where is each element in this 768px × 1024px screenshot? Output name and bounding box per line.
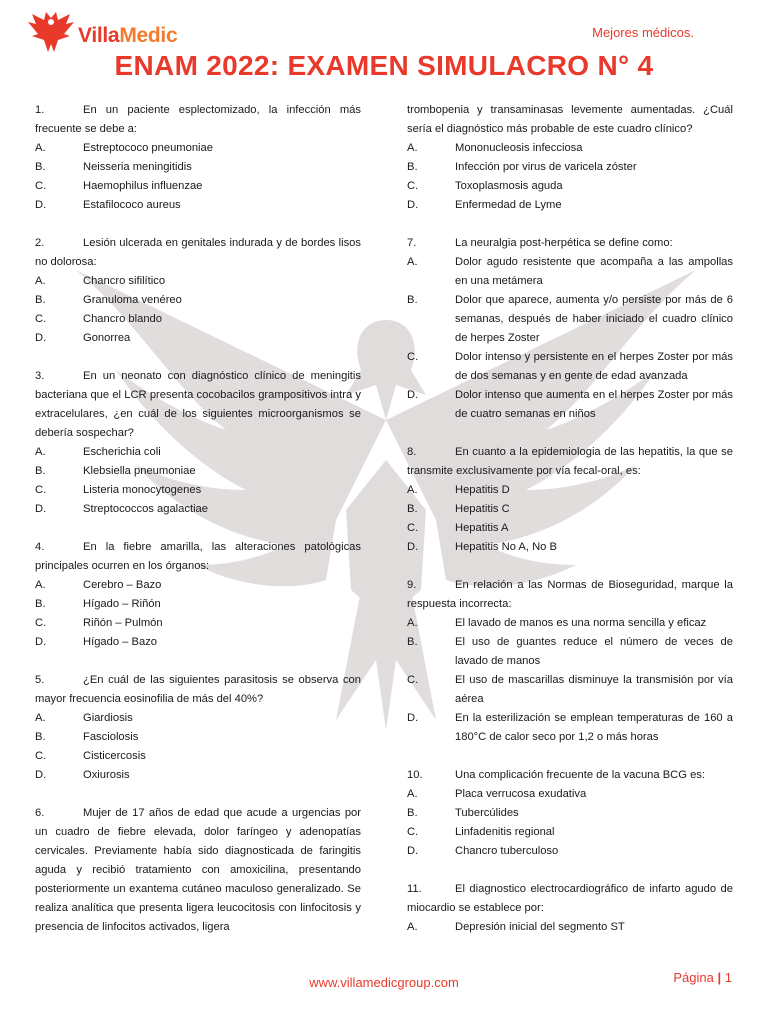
option-text: Estreptococo pneumoniae [83, 142, 213, 154]
option-text: Dolor intenso que aumenta en el herpes Zoster por más de cuatro semanas en niños [455, 389, 733, 420]
option-letter: A. [35, 446, 46, 458]
option-letter: D. [35, 503, 47, 515]
option-text: Haemophilus influenzae [83, 180, 203, 192]
option-text: Hepatitis C [455, 503, 510, 515]
answer-option [35, 310, 361, 329]
option-text: Gonorrea [83, 332, 131, 344]
answer-option [407, 196, 733, 215]
option-text: Hepatitis D [455, 484, 510, 496]
question-number: 8. [407, 446, 417, 458]
question-number: 9. [407, 579, 417, 591]
page-separator: | [717, 970, 722, 985]
answer-option [407, 500, 733, 519]
option-text: Depresión inicial del segmento ST [455, 921, 625, 933]
question-item [35, 671, 361, 785]
answer-option [407, 177, 733, 196]
option-letter: B. [35, 731, 46, 743]
question-stem: En un neonato con diagnóstico clínico de meningitis bacteriana que el LCR presenta cocobacilos grampositivos intra y extracelulares, ¿en cuál de los siguientes microorganismos se debería sospechar? [35, 370, 361, 439]
option-letter: B. [35, 294, 46, 306]
answer-option [407, 671, 733, 709]
question-text [407, 234, 733, 253]
answer-option [407, 386, 733, 424]
question-text [35, 804, 361, 937]
option-letter: C. [35, 617, 47, 629]
option-text: Granuloma venéreo [83, 294, 182, 306]
question-text [35, 538, 361, 576]
answer-option [407, 633, 733, 671]
right-column [407, 101, 733, 956]
answer-option [35, 158, 361, 177]
option-text: Giardiosis [83, 712, 133, 724]
answer-option [35, 481, 361, 500]
answer-option [407, 614, 733, 633]
option-text: En la esterilización se emplean temperaturas de 160 a 180°C de calor seco por 1,2 o más horas [455, 712, 733, 743]
answer-option [35, 576, 361, 595]
option-letter: D. [35, 636, 47, 648]
option-letter: B. [407, 294, 418, 306]
question-item [35, 804, 361, 937]
question-text [35, 101, 361, 139]
option-text: Neisseria meningitidis [83, 161, 192, 173]
page-number [673, 970, 732, 985]
option-text: Hígado – Bazo [83, 636, 158, 648]
option-letter: B. [407, 636, 418, 648]
option-letter: C. [35, 313, 47, 325]
question-stem: En la fiebre amarilla, las alteraciones patológicas principales ocurren en los órganos: [35, 541, 361, 572]
option-text: Infección por virus de varicela zóster [455, 161, 637, 173]
answer-option [35, 633, 361, 652]
question-item [407, 766, 733, 861]
question-item [35, 367, 361, 519]
answer-option [407, 139, 733, 158]
option-text: Placa verrucosa exudativa [455, 788, 587, 800]
option-text: Dolor que aparece, aumenta y/o persiste por más de 6 semanas, después de haber iniciado el cuadro clínico de herpes Zoster [455, 294, 733, 344]
question-number: 1. [35, 104, 45, 116]
option-letter: D. [35, 769, 47, 781]
answer-option [407, 481, 733, 500]
question-text [35, 367, 361, 443]
question-stem: Una complicación frecuente de la vacuna BCG es: [455, 769, 705, 781]
option-text: Linfadenitis regional [455, 826, 555, 838]
option-letter: C. [35, 750, 47, 762]
option-letter: A. [407, 142, 418, 154]
answer-option [35, 500, 361, 519]
option-text: Chancro tuberculoso [455, 845, 559, 857]
answer-option [35, 329, 361, 348]
option-letter: D. [407, 389, 419, 401]
question-stem: El diagnostico electrocardiográfico de infarto agudo de miocardio se establece por: [407, 883, 733, 914]
option-text: Oxiurosis [83, 769, 130, 781]
option-text: Chancro blando [83, 313, 162, 325]
question-text [35, 234, 361, 272]
option-letter: C. [35, 484, 47, 496]
option-letter: A. [407, 484, 418, 496]
villamedic-logo [26, 10, 186, 54]
question-item [407, 101, 733, 215]
answer-option [407, 348, 733, 386]
footer-url[interactable]: www.villamedicgroup.com [309, 975, 459, 990]
option-letter: C. [407, 826, 419, 838]
answer-option [35, 177, 361, 196]
option-letter: A. [407, 788, 418, 800]
question-stem: La neuralgia post-herpética se define como: [455, 237, 673, 249]
answer-option [407, 519, 733, 538]
option-letter: D. [35, 332, 47, 344]
question-number: 4. [35, 541, 45, 553]
option-text: Chancro sifilítico [83, 275, 166, 287]
answer-option [35, 709, 361, 728]
question-stem: En cuanto a la epidemiologia de las hepatitis, la que se transmite exclusivamente por vía fecal-oral, es: [407, 446, 733, 477]
option-letter: B. [407, 161, 418, 173]
question-number: 3. [35, 370, 45, 382]
option-text: Hepatitis A [455, 522, 509, 534]
page-title: ENAM 2022: EXAMEN SIMULACRO N° 4 [114, 50, 654, 81]
option-letter: A. [35, 712, 46, 724]
option-letter: C. [407, 674, 419, 686]
option-letter: A. [407, 617, 418, 629]
answer-option [407, 823, 733, 842]
option-letter: B. [35, 161, 46, 173]
option-text: Escherichia coli [83, 446, 161, 458]
option-letter: B. [407, 807, 418, 819]
answer-option [35, 272, 361, 291]
question-item [407, 234, 733, 424]
answer-option [407, 709, 733, 747]
question-stem: trombopenia y transaminasas levemente aumentadas. ¿Cuál sería el diagnóstico más probable de este cuadro clínico? [407, 104, 733, 135]
answer-option [407, 253, 733, 291]
option-letter: D. [407, 199, 419, 211]
option-text: Klebsiella pneumoniae [83, 465, 196, 477]
option-text: Enfermedad de Lyme [455, 199, 562, 211]
option-text: Tubercúlides [455, 807, 519, 819]
answer-option [407, 804, 733, 823]
eagle-logo-icon [26, 10, 76, 54]
question-number: 7. [407, 237, 417, 249]
option-text: Riñón – Pulmón [83, 617, 163, 629]
option-letter: C. [407, 180, 419, 192]
answer-option [35, 443, 361, 462]
option-text: Dolor agudo resistente que acompaña a las ampollas en una metámera [455, 256, 733, 287]
option-text: Fasciolosis [83, 731, 139, 743]
question-item [35, 101, 361, 215]
option-text: Streptococcos agalactiae [83, 503, 209, 515]
option-letter: B. [407, 503, 418, 515]
option-letter: D. [407, 845, 419, 857]
question-number: 5. [35, 674, 45, 686]
question-text [407, 101, 733, 139]
page-label: Página [673, 970, 714, 985]
answer-option [35, 766, 361, 785]
option-letter: A. [407, 256, 418, 268]
option-letter: B. [35, 465, 46, 477]
option-text: Toxoplasmosis aguda [455, 180, 563, 192]
question-stem: ¿En cuál de las siguientes parasitosis se observa con mayor frecuencia eosinofilia de más del 40%? [35, 674, 361, 705]
slogan: Mejores médicos. [592, 25, 694, 40]
option-letter: A. [407, 921, 418, 933]
answer-option [407, 918, 733, 937]
question-item [407, 880, 733, 937]
option-letter: D. [407, 712, 419, 724]
option-text: Mononucleosis infecciosa [455, 142, 583, 154]
question-text [407, 576, 733, 614]
question-item [35, 234, 361, 348]
question-text [407, 443, 733, 481]
answer-option [407, 538, 733, 557]
option-text: Hígado – Riñón [83, 598, 161, 610]
question-number: 2. [35, 237, 45, 249]
option-letter: C. [35, 180, 47, 192]
question-number: 6. [35, 807, 45, 819]
option-text: El uso de guantes reduce el número de veces de lavado de manos [455, 636, 733, 667]
option-text: El lavado de manos es una norma sencilla y eficaz [455, 617, 707, 629]
answer-option [407, 785, 733, 804]
left-column [35, 101, 361, 956]
answer-option [35, 728, 361, 747]
question-stem: En un paciente esplectomizado, la infección más frecuente se debe a: [35, 104, 361, 135]
question-number: 11. [407, 883, 422, 895]
answer-option [35, 595, 361, 614]
option-letter: A. [35, 275, 46, 287]
answer-option [35, 291, 361, 310]
question-text [35, 671, 361, 709]
question-text [407, 766, 733, 785]
question-item [407, 576, 733, 747]
option-text: Dolor intenso y persistente en el herpes Zoster por más de dos semanas y en gente de edad avanzada [455, 351, 733, 382]
page-number-value: 1 [724, 970, 732, 985]
answer-option [35, 196, 361, 215]
question-item [35, 538, 361, 652]
option-letter: A. [35, 142, 46, 154]
brand-name: VillaMedic [78, 24, 178, 47]
option-text: Estafilococo aureus [83, 199, 181, 211]
question-stem: En relación a las Normas de Bioseguridad, marque la respuesta incorrecta: [407, 579, 733, 610]
option-letter: D. [407, 541, 419, 553]
option-letter: B. [35, 598, 46, 610]
answer-option [407, 291, 733, 348]
question-text [407, 880, 733, 918]
answer-option [35, 139, 361, 158]
option-text: Cisticercosis [83, 750, 146, 762]
answer-option [407, 842, 733, 861]
answer-option [35, 614, 361, 633]
answer-option [407, 158, 733, 177]
question-number: 10. [407, 769, 423, 781]
option-text: Hepatitis No A, No B [455, 541, 557, 553]
option-letter: C. [407, 522, 419, 534]
option-letter: C. [407, 351, 419, 363]
question-stem: Lesión ulcerada en genitales indurada y de bordes lisos no dolorosa: [35, 237, 361, 268]
option-text: Listeria monocytogenes [83, 484, 202, 496]
option-letter: A. [35, 579, 46, 591]
option-text: Cerebro – Bazo [83, 579, 162, 591]
option-letter: D. [35, 199, 47, 211]
question-stem: Mujer de 17 años de edad que acude a urgencias por un cuadro de fiebre elevada, dolor faríngeo y adenopatías cervicales. Previamente había sido diagnosticada de faringitis aguda y recibió tratamiento con amoxicilina, presentando posteriormente un exantema cutáneo maculoso generalizado. Se realiza analítica que presenta ligera leucocitosis con linfocitosis y presencia de linfocitos activados, ligera [35, 807, 361, 933]
answer-option [35, 747, 361, 766]
option-text: El uso de mascarillas disminuye la transmisión por vía aérea [455, 674, 733, 705]
question-item [407, 443, 733, 557]
answer-option [35, 462, 361, 481]
